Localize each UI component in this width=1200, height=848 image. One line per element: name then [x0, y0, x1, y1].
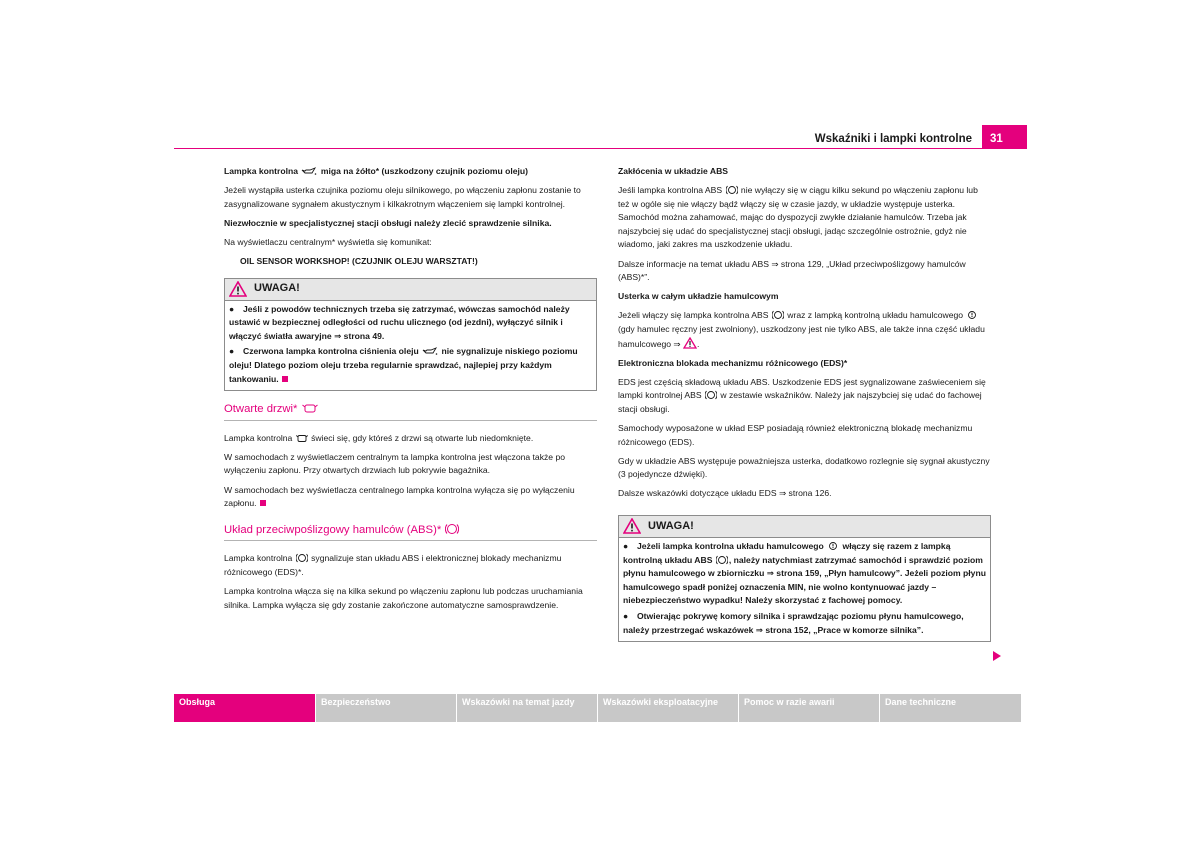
oil-sensor-p1: Jeżeli wystąpiła usterka czujnika poziomu oleju silnikowego, po włączeniu zapłonu zostanie to zasygnalizowane sygnałem akustycznym i kilkakrotnym włączeniem się lampki kontrolnej.	[224, 185, 581, 209]
oil-sensor-p3: Na wyświetlaczu centralnym* wyświetla się komunikat:	[224, 236, 432, 247]
warning-triangle-icon	[683, 337, 697, 349]
tab-dane-techniczne[interactable]: Dane techniczne	[880, 694, 1021, 722]
tab-pomoc[interactable]: Pomoc w razie awarii	[739, 694, 879, 722]
warning-body	[619, 538, 990, 641]
warning-item: ● Jeśli z powodów technicznych trzeba się zatrzymać, wówczas samochód należy ustawić w bezpiecznej odległości od ruchu ulicznego (od jezdni), wyłączyć silnik i włączyć światła awaryjne ⇒ strona 49.	[229, 303, 570, 341]
abs-icon	[445, 523, 459, 535]
oil-sensor-p2: Niezwłocznie w specjalistycznej stacji obsługi należy zlecić sprawdzenie silnika.	[224, 217, 552, 228]
eds-p3: Gdy w układzie ABS występuje poważniejsza usterka, dodatkowo rozlegnie się sygnał akustyczny (3 pojedyncze dźwięki).	[618, 455, 990, 480]
warning-header	[619, 516, 990, 538]
warning-item: ● Czerwona lampka kontrolna ciśnienia oleju nie sygnalizuje niskiego poziomu oleju! Dlatego poziom oleju trzeba regularnie sprawdzać, najlepiej przy każdym tankowaniu.	[229, 346, 578, 384]
abs-fault-heading: Zakłócenia w układzie ABS	[618, 166, 729, 176]
eds-p1: EDS jest częścią składową układu ABS. Uszkodzenie EDS jest sygnalizowane zaświeceniem się lampki kontrolnej ABS w zestawie wskaźników. Należy jak najszybciej się udać do fachowej stacji obsługi.	[618, 376, 986, 414]
tab-bezpieczenstwo[interactable]: Bezpieczeństwo	[316, 694, 456, 722]
bullet-icon: ●	[229, 346, 235, 357]
abs-icon	[772, 310, 784, 320]
warning-box-right	[618, 515, 991, 642]
left-column	[224, 165, 597, 618]
tab-wskazowki-jazdy[interactable]: Wskazówki na temat jazdy	[457, 694, 597, 722]
warning-header	[225, 279, 596, 301]
doors-p2: W samochodach z wyświetlaczem centralnym ta lampka kontrolna jest włączona także po wyłączeniu zapłonu. Przy otwartych drzwiach lub pokrywie bagażnika.	[224, 451, 566, 476]
warning-box-left	[224, 278, 597, 392]
warning-title: UWAGA!	[648, 519, 694, 532]
oil-can-icon	[301, 167, 317, 176]
abs-icon	[705, 390, 717, 400]
eds-p2: Samochody wyposażone w układ ESP posiadają również elektroniczną blokadę mechanizmu różnicowego (EDS).	[618, 423, 973, 447]
warning-triangle-icon	[623, 518, 641, 534]
abs-icon	[296, 553, 308, 563]
open-doors-icon	[296, 434, 308, 443]
bullet-icon: ●	[623, 610, 629, 621]
brake-fault-p1: Jeżeli włączy się lampka kontrolna ABS wraz z lampką kontrolną układu hamulcowego (gdy hamulec ręczny jest zwolniony), uszkodzony jest nie tylko ABS, ale także inna część układu hamulcowego ⇒ .	[618, 310, 985, 349]
brake-system-icon	[827, 541, 839, 551]
abs-p2: Lampka kontrolna włącza się na kilka sekund po włączeniu zapłonu lub podczas uruchamiania silnika. Lampka wyłącza się gdy zostanie zakończone automatyczne samosprawdzenie.	[224, 585, 583, 610]
warning-title: UWAGA!	[254, 282, 300, 295]
abs-fault-p1: Jeśli lampka kontrolna ABS nie wyłączy się w ciągu kilku sekund po włączeniu zapłonu lub też w ogóle się nie włączy bądź włączy się w czasie jazdy, w układzie występuje usterka. Samochód można zahamować, mając do dyspozycji zwykłe działanie hamulców. Trzeba jak najszybciej się udać do specjalistycznej stacji obsługi, jadąc szczególnie ostrożnie, gdyż nie wiadomo, jaki zakres ma uszkodzenie układu.	[618, 185, 978, 250]
eds-p4: Dalsze wskazówki dotyczące układu EDS ⇒ strona 126.	[618, 488, 832, 499]
brake-fault-heading: Usterka w całym układzie hamulcowym	[618, 291, 779, 302]
warning-item: ● Otwierając pokrywę komory silnika i sprawdzając poziomu płynu hamulcowego, należy przestrzegać wskazówek ⇒ strona 152, „Prace w komorze silnika”.	[623, 610, 964, 635]
abs-icon	[726, 185, 738, 195]
bullet-icon: ●	[623, 540, 629, 551]
warning-triangle-icon	[229, 281, 247, 297]
warning-item: ● Jeżeli lampka kontrolna układu hamulcowego włączy się razem z lampką kontrolną układu ABS , należy natychmiast zatrzymać samochód i sprawdzić poziom płynu hamulcowego w zbiorniczku ⇒ strona 159, „Płyn hamulcowy”. Jeżeli poziom płynu hamulcowego spadł poniżej oznaczenia MIN, nie wolno kontynuować jazdy – niebezpieczeństwo wypadku! Należy skorzystać z fachowej pomocy.	[623, 540, 986, 606]
oil-can-icon	[422, 347, 438, 356]
footer-tab-bar	[174, 694, 1027, 722]
abs-fault-p2: Dalsze informacje na temat układu ABS ⇒ strona 129, „Układ przeciwpoślizgowy hamulców (ABS)*”.	[618, 258, 966, 283]
tab-obsluga[interactable]: Obsługa	[174, 694, 315, 722]
doors-p1: Lampka kontrolna świeci się, gdy któreś z drzwi są otwarte lub niedomknięte.	[224, 432, 534, 443]
eds-heading: Elektroniczna blokada mechanizmu różnicowego (EDS)*	[618, 357, 848, 368]
open-doors-icon	[302, 403, 318, 414]
abs-section-heading: Układ przeciwpoślizgowy hamulców (ABS)*	[224, 523, 597, 542]
page-header-title: Wskaźniki i lampki kontrolne	[814, 133, 972, 145]
abs-icon	[716, 555, 728, 565]
continue-arrow-icon	[993, 651, 1001, 661]
oil-sensor-message: OIL SENSOR WORKSHOP! (CZUJNIK OLEJU WARSZTAT!)	[240, 255, 478, 266]
end-marker-icon	[282, 376, 288, 382]
warning-body	[225, 301, 596, 391]
doors-p3: W samochodach bez wyświetlacza centralnego lampka kontrolna wyłącza się po wyłączeniu zapłonu.	[224, 484, 575, 509]
tab-wskazowki-eksploatacyjne[interactable]: Wskazówki eksploatacyjne	[598, 694, 738, 722]
brake-system-icon	[966, 310, 978, 320]
page-number: 31	[982, 125, 1027, 149]
end-marker-icon	[260, 500, 266, 506]
bullet-icon: ●	[229, 303, 235, 314]
doors-section-heading: Otwarte drzwi*	[224, 403, 597, 421]
right-column	[618, 165, 991, 652]
abs-p1: Lampka kontrolna sygnalizuje stan układu ABS i elektronicznej blokady mechanizmu różnicowego (EDS)*.	[224, 553, 562, 577]
oil-sensor-heading: Lampka kontrolna miga na żółto* (uszkodzony czujnik poziomu oleju)	[224, 166, 529, 176]
header-divider	[174, 148, 1027, 149]
